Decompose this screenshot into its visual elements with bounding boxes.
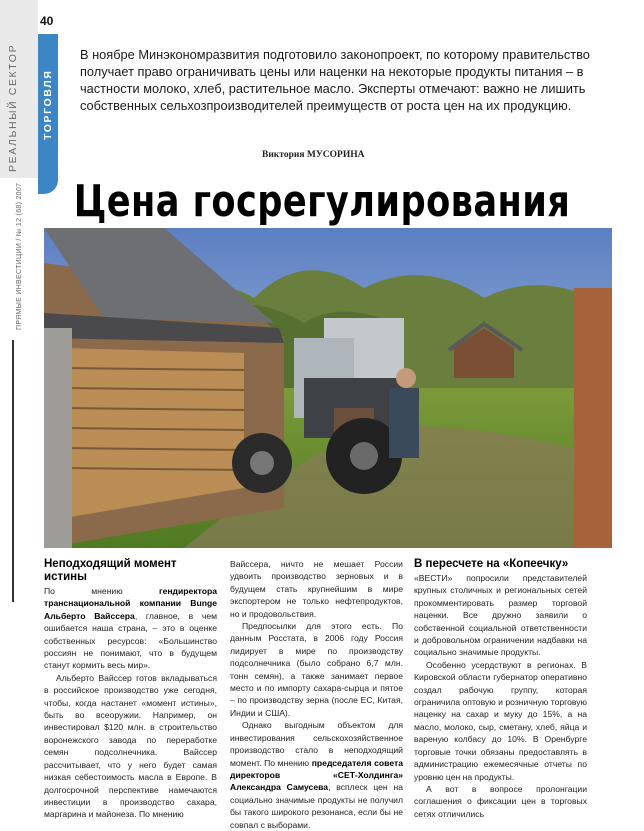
column-1-heading: Неподходящий момент истины (44, 558, 177, 583)
side-grey-band (0, 0, 38, 178)
column-3-paragraph-1: «ВЕСТИ» попросили представителей крупных столичных и региональных сетей прокомментировать размер торговой наценки. Все дружно заявили о собственной социальной ответственности и добровольном ограничении надбавки на социально значимые продукты. (414, 573, 587, 658)
column-1-p1-bold: гендиректора транснациональной компании Bunge Альберто Вайссера (44, 586, 217, 621)
side-rule (12, 340, 14, 602)
column-1-p1-tail: , главное, в чем ошибается наша страна, – это в оценке собственных ресурсов: «Большинство россиян не понимают, что в будущем станут кормить весь мир». (44, 610, 218, 671)
column-2 (230, 558, 403, 831)
column-3-heading: В пересчете на «Копеечку» (414, 558, 569, 570)
column-1-paragraph-1 (44, 585, 217, 672)
page-number: 40 (40, 14, 54, 28)
column-2-paragraph-3 (230, 719, 403, 831)
column-2-p3-tail: , всплеск цен на социально значимые продукты не получил бы такого широкого резонанса, если бы не совпал с выборами. (230, 782, 404, 830)
article-author: Виктория МУСОРИНА (262, 150, 365, 160)
column-2-p3-text: Однако выгодным объектом для инвестирования сельскохозяйственное производство стало в неподходящий момент. По мнению (230, 720, 403, 768)
section-label: РЕАЛЬНЫЙ СЕКТОР (7, 43, 19, 172)
article-lead: В ноябре Минэкономразвития подготовило законопроект, по которому правительство получает право ограничивать цены или наценки на некоторые продукты питания – в частности молоко, хлеб, растительное масло. Эксперты отмечают: важно не лишить собственных сельхозпроизводителей преимуществ от роста цен на их продукцию. (80, 47, 590, 113)
article-title: Цена госрегулирования (73, 176, 571, 227)
column-1-paragraph-2: Альберто Вайссер готов вкладываться в российское производство уже сегодня, чтобы, когда настанет «момент истины», быть во всеоружии. Например, он инвестировал $120 млн. в строительство воронежского завода по переработке семян подсолнечника. Вайссер рассчитывает, что у него будет самая низкая себестоимость масла в Европе. В долгосрочной перспективе намечаются инвестиции в производство сахара, маргарина и майонеза. По мнению (44, 672, 217, 820)
column-2-paragraph-1: Вайссера, ничто не мешает России удвоить производство зерновых и в будущем стать крупнейшим в мире экспортером не только нефтепродуктов, но и продовольствия. (230, 559, 403, 619)
column-3-paragraph-3: А вот в вопросе пролонгации соглашения о фиксации цен в торговых сетях отличились (414, 783, 587, 819)
column-2-p3-bold: председателя совета директоров «СЕТ-Холдинга» Александра Самусева (230, 757, 403, 793)
tractor-farm-photo (44, 228, 612, 548)
column-2-paragraph-2: Предпосылки для этого есть. По данным Росстата, в 2006 году Россия лидирует в мире по производству подсолнечника (было собрано 6,7 млн. тонн семян), а также занимает первое место и по импорту сахара-сырца и пятое – по производству зерна (после ЕС, Китая, Индии и США). (230, 621, 403, 718)
column-1-p1-text: По мнению (44, 586, 159, 596)
column-3 (414, 558, 587, 820)
magazine-issue-label: ПРЯМЫЕ ИНВЕСТИЦИИ / № 12 (68) 2007 (16, 182, 23, 330)
column-3-paragraph-2: Особенно усердствуют в регионах. В Кировской области губернатор оперативно создал рабочую группу, которая ограничила оптовую и розничную торговую наценку на сахар и муку до 15%, а на масло, молоко, сыр, сметану, хлеб, яйца и вареную колбасу до 10%. В Оренбурге торговые точки обязаны предоставлять в администрацию ежемесячные отчеты по уровню цен на продукты. (414, 659, 587, 782)
subsection-label: ТОРГОВЛЯ (42, 69, 54, 140)
column-1 (44, 558, 217, 821)
